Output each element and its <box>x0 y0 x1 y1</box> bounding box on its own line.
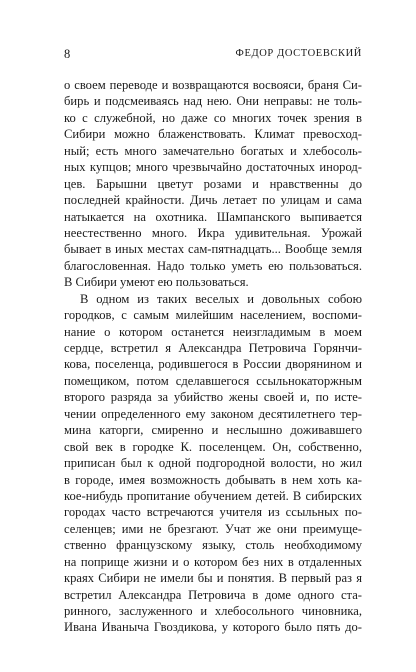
text-line: краях Сибири не имели бы и понятия. В первый раз я <box>64 571 362 586</box>
text-line: свой век в городке К. поселенцем. Он, собственно, <box>64 439 362 454</box>
text-line: второго разряда за убийство жены своей и, по исте- <box>64 390 362 405</box>
text-line: ных купцов; много чрезвычайно достаточных инород- <box>64 160 362 175</box>
text-line: нание о котором останется неизгладимым в моем <box>64 324 362 339</box>
text-line: кова, поселенца, родившегося в России дворянином и <box>64 357 362 372</box>
text-line: цев. Барышни цветут розами и нравственны до <box>64 176 362 191</box>
text-line: приписан был к одной подгородной волости, но жил <box>64 456 362 471</box>
text-line: помещиком, потом сделавшегося ссыльнокаторжным <box>64 373 362 388</box>
text-line: ный; есть много замечательно богатых и хлебосоль- <box>64 143 362 158</box>
text-line: в городе, имея возможность добывать в нем хоть ка- <box>64 472 362 487</box>
text-line: Сибири можно блаженствовать. Климат превосход- <box>64 127 362 142</box>
text-line: бывает в иных местах сам-пятнадцать... Вообще земля <box>64 242 362 257</box>
text-line: бирь и подсмеиваясь над нею. Они неправы: не толь- <box>64 94 362 109</box>
text-line: селенцев; ими не брезгают. Учат же они преимуще- <box>64 521 362 536</box>
running-head-author: ФЕДОР ДОСТОЕВСКИЙ <box>235 48 362 59</box>
text-line: встретил Александра Петровича в доме одного ста- <box>64 587 362 602</box>
text-line: благословенная. Надо только уметь ею пользоваться. <box>64 258 362 273</box>
page-header <box>64 46 362 62</box>
text-line: ственно французскому языку, столь необходимому <box>64 538 362 553</box>
text-line: натыкается на охотника. Шампанского выпивается <box>64 209 362 224</box>
text-line: кое-нибудь пропитание обучением детей. В сибирских <box>64 488 362 503</box>
page-number: 8 <box>64 47 71 61</box>
text-line: ринного, заслуженного и хлебосольного чиновника, <box>64 604 362 618</box>
body-text <box>64 77 362 636</box>
text-line: сердце, встретил я Александра Петровича Горянчи- <box>64 341 362 355</box>
text-line: чении определенного ему законом десятилетнего тер- <box>64 406 362 421</box>
text-line: ко с служебной, но даже со многих точек зрения в <box>64 110 362 125</box>
text-line: городков, с самым милейшим населением, воспоми- <box>64 308 362 323</box>
text-line: неестественно много. Икра удивительная. Урожай <box>64 225 362 240</box>
text-line: городах часто встречаются учителя из ссыльных по- <box>64 505 362 520</box>
text-line: Ивана Иваныча Гвоздикова, у которого было пять до- <box>64 620 362 635</box>
text-line: на поприще жизни и о котором без них в отдаленных <box>64 554 362 569</box>
text-line: мина каторги, смиренно и неслышно доживавшего <box>64 423 362 438</box>
text-line: последней крайности. Дичь летает по улицам и сама <box>64 193 362 208</box>
text-line-paragraph-start: В одном из таких веселых и довольных собою <box>80 291 362 306</box>
text-line: о своем переводе и возвращаются восвояси, браня Си- <box>64 78 362 92</box>
text-line-paragraph-end: В Сибири умеют ею пользоваться. <box>64 275 249 290</box>
